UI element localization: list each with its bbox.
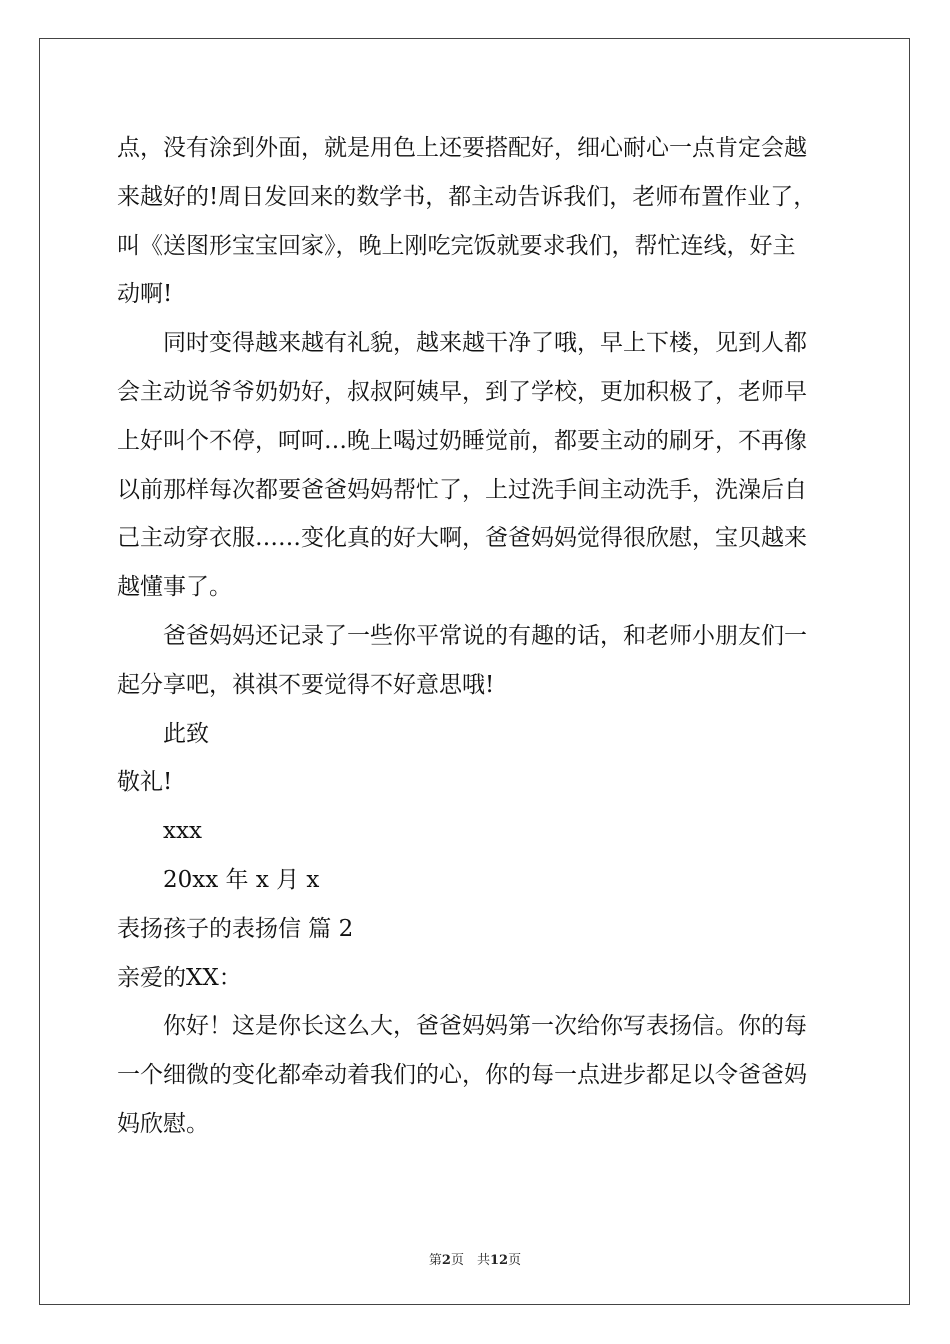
section-heading: 表扬孩子的表扬信 篇 2 (117, 915, 354, 942)
paragraph-start: 爸爸妈妈还记录了一些你平常说的有趣的话，和老师小朋友们一 (117, 622, 807, 649)
greeting: 亲爱的XX： (117, 964, 242, 991)
paragraph-start: 你好！这是你长这么大，爸爸妈妈第一次给你写表扬信。你的每 (117, 1013, 807, 1040)
page-footer (0, 1249, 950, 1268)
text-line: 动啊! (117, 281, 173, 308)
text-line: 来越好的!周日发回来的数学书，都主动告诉我们，老师布置作业了， (117, 183, 817, 210)
text-line: 点，没有涂到外面，就是用色上还要搭配好，细心耐心一点肯定会越 (117, 135, 807, 161)
page-prefix: 第 (428, 1253, 442, 1268)
text-line: 己主动穿衣服……变化真的好大啊，爸爸妈妈觉得很欣慰，宝贝越来 (117, 525, 807, 552)
page-current: 2 (441, 1253, 451, 1268)
text-line: 越懂事了。 (117, 574, 232, 601)
text-line: 起分享吧，祺祺不要觉得不好意思哦! (117, 671, 495, 698)
text-line: 一个细微的变化都牵动着我们的心，你的每一点进步都足以令爸爸妈 (117, 1062, 807, 1089)
text-line: 会主动说爷爷奶奶好，叔叔阿姨早，到了学校，更加积极了，老师早 (117, 378, 807, 405)
text-line: 以前那样每次都要爸爸妈妈帮忙了，上过洗手间主动洗手，洗澡后自 (117, 476, 807, 503)
paragraph-start: 同时变得越来越有礼貌，越来越干净了哦，早上下楼，见到人都 (117, 330, 807, 357)
page-mid: 页 共 (450, 1253, 490, 1268)
text-line: 妈欣慰。 (117, 1110, 209, 1137)
text-line: 上好叫个不停，呵呵…晚上喝过奶睡觉前，都要主动的刷牙，不再像 (117, 427, 807, 454)
date-line: 20xx 年 x 月 x (117, 866, 320, 893)
closing-salutation: 此致 (117, 720, 209, 747)
signature: xxx (117, 818, 202, 845)
page-total: 12 (489, 1253, 509, 1268)
text-line: 叫《送图形宝宝回家》，晚上刚吃完饭就要求我们，帮忙连线，好主 (117, 232, 796, 259)
page-suffix: 页 (508, 1253, 522, 1268)
letter-body (117, 124, 837, 1149)
closing-regards: 敬礼! (117, 769, 173, 796)
